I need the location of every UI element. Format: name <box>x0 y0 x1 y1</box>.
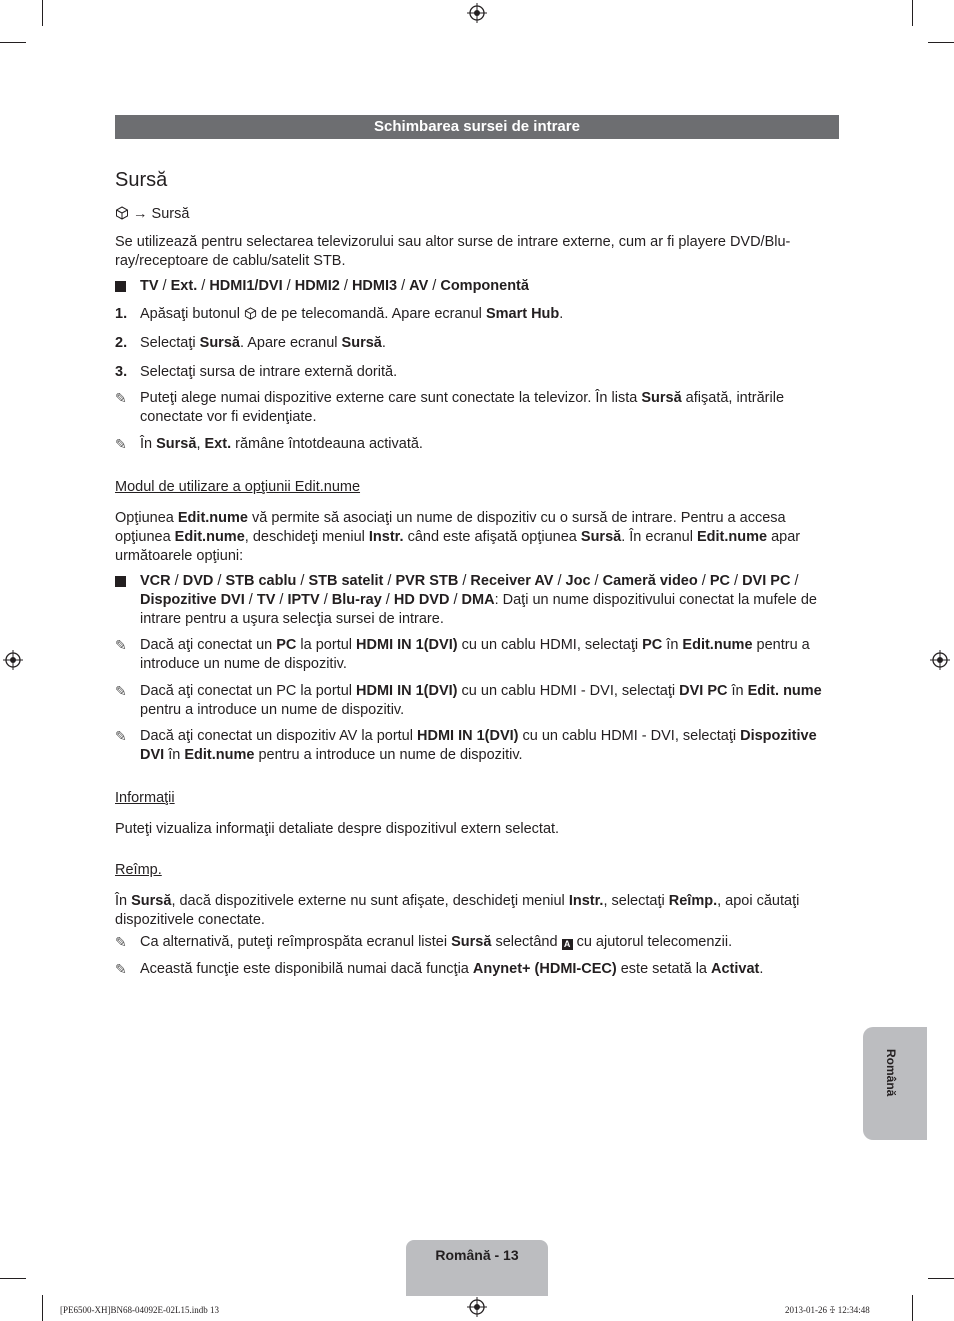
step-text: Selectaţi Sursă. Apare ecranul Sursă. <box>140 335 386 351</box>
footer-file-info: [PE6500-XH]BN68-04092E-02L15.indb 13 <box>60 1305 219 1315</box>
menu-cube-icon <box>244 307 257 320</box>
footer-timestamp: 2013-01-26 ꔀ 12:34:48 <box>785 1305 870 1315</box>
step-number: 2. <box>115 335 128 351</box>
note-text: Dacă aţi conectat un dispozitiv AV la portul HDMI IN 1(DVI) cu un cablu HDMI - DVI, selectaţi Dispozitive DVI în Edit.nume pentru a introduce un nume de dispozitiv. <box>140 728 817 763</box>
a-button-icon: A <box>562 939 573 950</box>
note-pencil-icon: ✎ <box>115 390 127 406</box>
subheading-refresh: Reîmp. <box>115 862 162 878</box>
crop-mark <box>42 1295 43 1321</box>
note-text: Această funcţie este disponibilă numai dacă funcţia Anynet+ (HDMI-CEC) este setată la Activat. <box>140 961 764 977</box>
note-text: Dacă aţi conectat un PC la portul HDMI IN 1(DVI) cu un cablu HDMI, selectaţi PC în Edit.nume pentru a introduce un nume de dispozitiv. <box>140 637 810 672</box>
menu-path-text: → Sursă <box>133 206 190 222</box>
registration-mark-icon <box>3 650 23 670</box>
note-text: Dacă aţi conectat un PC la portul HDMI IN 1(DVI) cu un cablu HDMI - DVI, selectaţi DVI PC în Edit. nume pentru a introduce un nume de dispozitiv. <box>140 683 822 718</box>
note-text: În Sursă, Ext. rămâne întotdeauna activată. <box>140 436 423 452</box>
step-number: 1. <box>115 306 128 322</box>
note-pencil-icon: ✎ <box>115 961 127 977</box>
info-text: Puteţi vizualiza informaţii detaliate despre dispozitivul extern selectat. <box>115 821 560 837</box>
crop-mark <box>42 0 43 26</box>
menu-cube-icon <box>115 206 129 220</box>
subheading-info: Informaţii <box>115 790 175 806</box>
page-number-tab: Română - 13 <box>406 1240 548 1296</box>
crop-mark <box>912 1295 913 1321</box>
edit-name-intro: Opţiunea Edit.nume vă permite să asociaţi un nume de dispozitiv cu o sursă de intrare. Pentru a accesa opţiunea Edit.nume, deschideţi meniul Instr. când este afişată opţiunea Sursă. În ecranul Edit.nume apar următoarele opţiuni: <box>115 510 801 564</box>
crop-mark <box>0 42 26 43</box>
crop-mark <box>0 1278 26 1279</box>
note-text: Puteţi alege numai dispozitive externe care sunt conectate la televizor. În lista Sursă afişată, intrările conectate vor fi evidenţiate. <box>140 390 785 425</box>
subheading-edit-name: Modul de utilizare a opţiunii Edit.nume <box>115 479 361 495</box>
step-number: 3. <box>115 364 128 380</box>
crop-mark <box>912 0 913 26</box>
note-pencil-icon: ✎ <box>115 683 127 699</box>
note-pencil-icon: ✎ <box>115 934 127 950</box>
bullet-square-icon <box>115 576 126 587</box>
crop-mark <box>928 42 954 43</box>
note-text: Ca alternativă, puteţi reîmprospăta ecranul listei Sursă selectând A cu ajutorul telecomenzii. <box>140 934 733 950</box>
refresh-text: În Sursă, dacă dispozitivele externe nu sunt afişate, deschideţi meniul Instr., selectaţi Reîmp., apoi căutaţi dispozitivele conectate. <box>115 893 800 928</box>
registration-mark-icon <box>930 650 950 670</box>
note-pencil-icon: ✎ <box>115 436 127 452</box>
step-text: Apăsaţi butonul de pe telecomandă. Apare ecranul Smart Hub. <box>140 306 564 322</box>
step-text: Selectaţi sursa de intrare externă dorită. <box>140 364 398 380</box>
note-pencil-icon: ✎ <box>115 728 127 744</box>
page-title: Sursă <box>115 169 168 191</box>
registration-mark-icon <box>467 1297 487 1317</box>
language-side-tab <box>863 1027 927 1140</box>
menu-path <box>115 205 839 224</box>
bullet-square-icon <box>115 281 126 292</box>
note-pencil-icon: ✎ <box>115 637 127 653</box>
devices-text: VCR / DVD / STB cablu / STB satelit / PVR STB / Receiver AV / Joc / Cameră video / PC / DVI PC / Dispozitive DVI / TV / IPTV / Blu-ray / HD DVD / DMA: Daţi un nume dispozitivului conectat la mufele de intrare pentru a uşura selecţia sursei de intrare. <box>140 573 817 627</box>
registration-mark-icon <box>467 3 487 23</box>
section-header-bar: Schimbarea sursei de intrare <box>115 115 839 139</box>
intro-paragraph: Se utilizează pentru selectarea televizorului sau altor surse de intrare externe, cum ar fi playere DVD/Blu-ray/receptoare de cablu/satelit STB. <box>115 234 791 269</box>
sources-text: TV / Ext. / HDMI1/DVI / HDMI2 / HDMI3 / AV / Componentă <box>140 278 529 294</box>
crop-mark <box>928 1278 954 1279</box>
language-side-tab-label: Română <box>884 1049 898 1097</box>
